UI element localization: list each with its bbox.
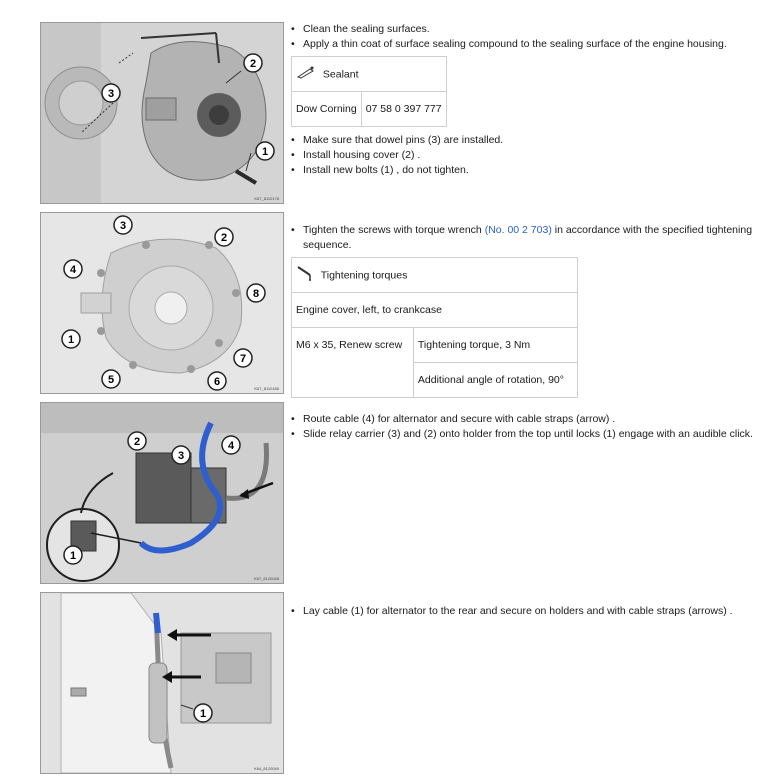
- torque-wrench-icon: [296, 265, 314, 286]
- instruction-list: [291, 604, 761, 619]
- instruction-list: [291, 22, 761, 52]
- figure-tightening-sequence: [40, 212, 284, 394]
- torque-header: Tightening torques: [320, 268, 408, 281]
- figure-id: K67_8120048: [254, 576, 279, 581]
- relay-carrier-illustration: [41, 403, 283, 583]
- sealant-header: Sealant: [322, 67, 359, 80]
- svg-text:3: 3: [177, 450, 185, 462]
- torque-subheader: Engine cover, left, to crankcase: [292, 293, 578, 328]
- callout-1: [256, 142, 274, 160]
- figure-housing-cover: [40, 22, 284, 204]
- instruction-item: • Route cable (4) for alternator and secure with cable straps (arrow) .: [291, 412, 761, 427]
- svg-text:4: 4: [227, 440, 235, 452]
- relay-callout-3: [172, 446, 190, 464]
- instruction-text: in accordance with the specified tightening sequence.: [303, 224, 753, 251]
- sequence-callout-1: [62, 330, 80, 348]
- instruction-item: • Clean the sealing surfaces.: [291, 22, 761, 37]
- svg-text:3: 3: [119, 220, 127, 232]
- svg-text:1: 1: [199, 708, 207, 720]
- instruction-list: [291, 223, 761, 253]
- relay-callout-2: [128, 432, 146, 450]
- sealant-brand: Dow Corning: [292, 92, 362, 127]
- relay-callout-4: [222, 436, 240, 454]
- figure-alternator-cable: [40, 592, 284, 774]
- sequence-callout-7: [234, 349, 252, 367]
- callout-2-label: 2: [249, 58, 257, 70]
- sequence-callout-5: [102, 370, 120, 388]
- instruction-item: • Make sure that dowel pins (3) are installed.: [291, 133, 761, 148]
- torque-value: Tightening torque, 3 Nm: [413, 328, 577, 363]
- cable-callout-1: [194, 704, 212, 722]
- torque-table: [291, 257, 578, 398]
- instruction-item: • Apply a thin coat of surface sealing compound to the sealing surface of the engine housing.: [291, 37, 761, 52]
- torque-header-cell: [292, 258, 578, 293]
- instruction-list: [291, 412, 761, 442]
- tool-link[interactable]: (No. 00 2 703): [484, 224, 552, 236]
- svg-text:7: 7: [239, 353, 247, 365]
- figure-id: K67_8110178: [254, 196, 279, 201]
- figure-id: K67_8110186: [254, 386, 279, 391]
- svg-text:4: 4: [69, 264, 77, 276]
- instruction-item: • Install housing cover (2) .: [291, 148, 761, 163]
- screw-spec: M6 x 35, Renew screw: [292, 328, 414, 398]
- sealant-table: [291, 56, 447, 127]
- sequence-callout-6: [208, 372, 226, 390]
- instruction-item: • Install new bolts (1) , do not tighten.: [291, 163, 761, 178]
- sequence-callout-2: [215, 228, 233, 246]
- sequence-callout-4: [64, 260, 82, 278]
- angle-value: Additional angle of rotation, 90°: [413, 363, 577, 398]
- svg-text:8: 8: [252, 288, 260, 300]
- relay-callout-1: [64, 546, 82, 564]
- callout-3-label: 3: [107, 88, 115, 100]
- instruction-text: Tighten the screws with torque wrench: [303, 224, 485, 236]
- sealant-part-number: 07 58 0 397 777: [361, 92, 446, 127]
- alternator-cable-illustration: [41, 593, 283, 773]
- callout-3: [102, 84, 120, 102]
- figure-id: K64_8120049: [254, 766, 279, 771]
- callout-2: [244, 54, 262, 72]
- svg-text:5: 5: [107, 374, 115, 386]
- svg-text:2: 2: [133, 436, 141, 448]
- callout-1-label: 1: [261, 146, 269, 158]
- svg-text:2: 2: [220, 232, 228, 244]
- sequence-callout-3: [114, 216, 132, 234]
- tightening-sequence-illustration: [41, 213, 283, 393]
- sealant-icon: [296, 65, 316, 84]
- instruction-list: [291, 133, 761, 178]
- instruction-item: [291, 223, 761, 253]
- svg-text:6: 6: [213, 376, 221, 388]
- instruction-item: • Slide relay carrier (3) and (2) onto holder from the top until locks (1) engage with an audible click.: [291, 427, 761, 442]
- svg-text:1: 1: [69, 550, 77, 562]
- instruction-item: • Lay cable (1) for alternator to the rear and secure on holders and with cable straps (arrows) .: [291, 604, 761, 619]
- housing-cover-illustration: [41, 23, 283, 203]
- sealant-header-cell: [292, 57, 447, 92]
- svg-text:1: 1: [67, 334, 75, 346]
- sequence-callout-8: [247, 284, 265, 302]
- figure-relay-carrier: [40, 402, 284, 584]
